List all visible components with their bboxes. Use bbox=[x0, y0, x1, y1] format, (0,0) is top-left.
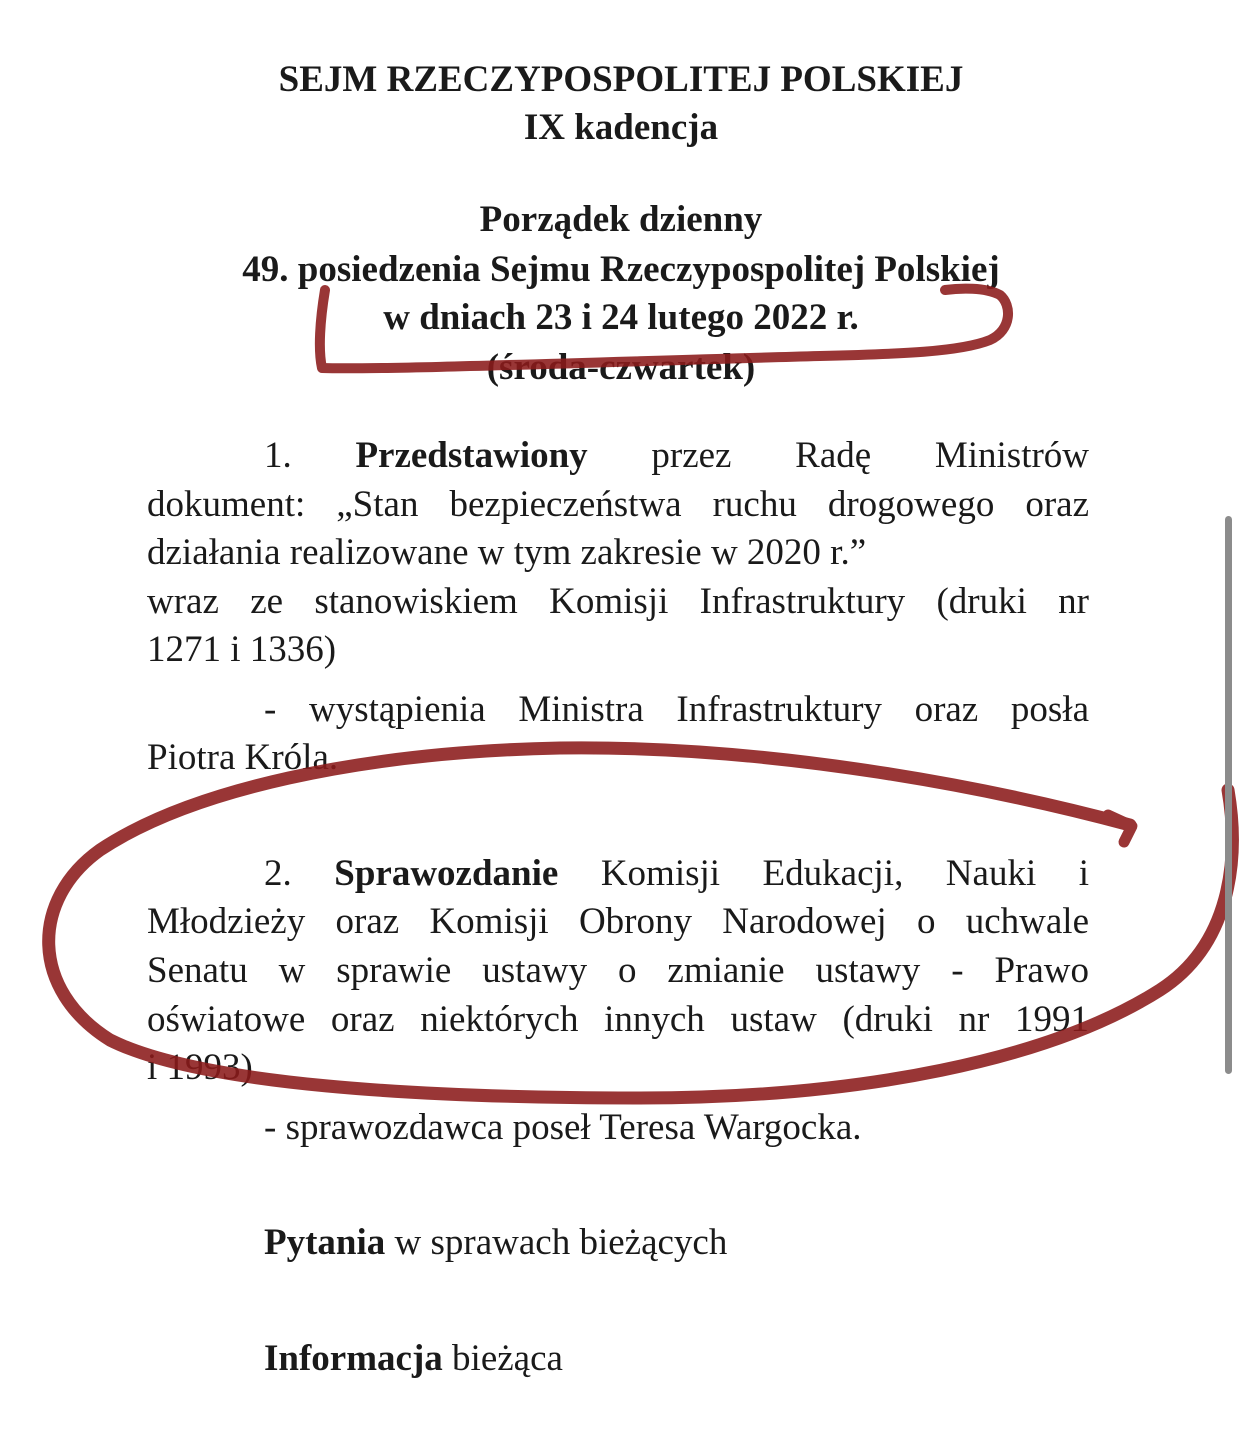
item1-keyword: Przedstawiony bbox=[355, 435, 588, 476]
item2-first-line-rest: Komisji Edukacji, Nauki i bbox=[600, 853, 1090, 894]
item1-line4: wraz ze stanowiskiem Komisji Infrastruktury (druki nr bbox=[147, 581, 1089, 622]
agenda-session: 49. posiedzenia Sejmu Rzeczypospolitej Polskiej bbox=[242, 249, 1000, 290]
item2-note-line1: - sprawozdawca poseł Teresa Wargocka. bbox=[264, 1107, 862, 1148]
information-keyword: Informacja bbox=[264, 1338, 443, 1379]
item1-line3: działania realizowane w tym zakresie w 2020 r.” bbox=[147, 532, 867, 573]
item1-line5: 1271 i 1336) bbox=[147, 629, 337, 670]
document-term: IX kadencja bbox=[523, 107, 719, 148]
scrollbar-thumb[interactable] bbox=[1225, 516, 1232, 1074]
item2-line2: Młodzieży oraz Komisji Obrony Narodowej o uchwale bbox=[147, 901, 1089, 942]
item2-line4: oświatowe oraz niektórych innych ustaw (druki nr 1991 bbox=[147, 999, 1089, 1040]
document-institution: SEJM RZECZYPOSPOLITEJ POLSKIEJ bbox=[278, 59, 964, 100]
agenda-title: Porządek dzienny bbox=[479, 199, 763, 240]
item2-first-line bbox=[264, 850, 1089, 898]
agenda-dates: w dniach 23 i 24 lutego 2022 r. bbox=[383, 297, 859, 338]
item1-line2: dokument: „Stan bezpieczeństwa ruchu drogowego oraz bbox=[147, 484, 1089, 525]
item1-note-line2: Piotra Króla. bbox=[147, 737, 339, 778]
item2-line5: i 1993) bbox=[147, 1047, 253, 1088]
information-line bbox=[264, 1335, 1206, 1383]
item2-number: 2. bbox=[264, 853, 292, 894]
item2-keyword: Sprawozdanie bbox=[334, 853, 559, 894]
questions-line bbox=[264, 1219, 1206, 1267]
item1-number: 1. bbox=[264, 435, 292, 476]
item1-note-line1: - wystąpienia Ministra Infrastruktury oraz posła bbox=[264, 689, 1089, 730]
questions-keyword: Pytania bbox=[264, 1222, 386, 1263]
item2-line3: Senatu w sprawie ustawy o zmianie ustawy - Prawo bbox=[147, 950, 1089, 991]
item1-first-line-rest: przez Radę Ministrów bbox=[651, 435, 1090, 476]
item1-first-line bbox=[264, 432, 1089, 480]
questions-rest: w sprawach bieżących bbox=[394, 1222, 728, 1263]
information-rest: bieżąca bbox=[452, 1338, 563, 1379]
agenda-days: (środa-czwartek) bbox=[486, 347, 756, 388]
